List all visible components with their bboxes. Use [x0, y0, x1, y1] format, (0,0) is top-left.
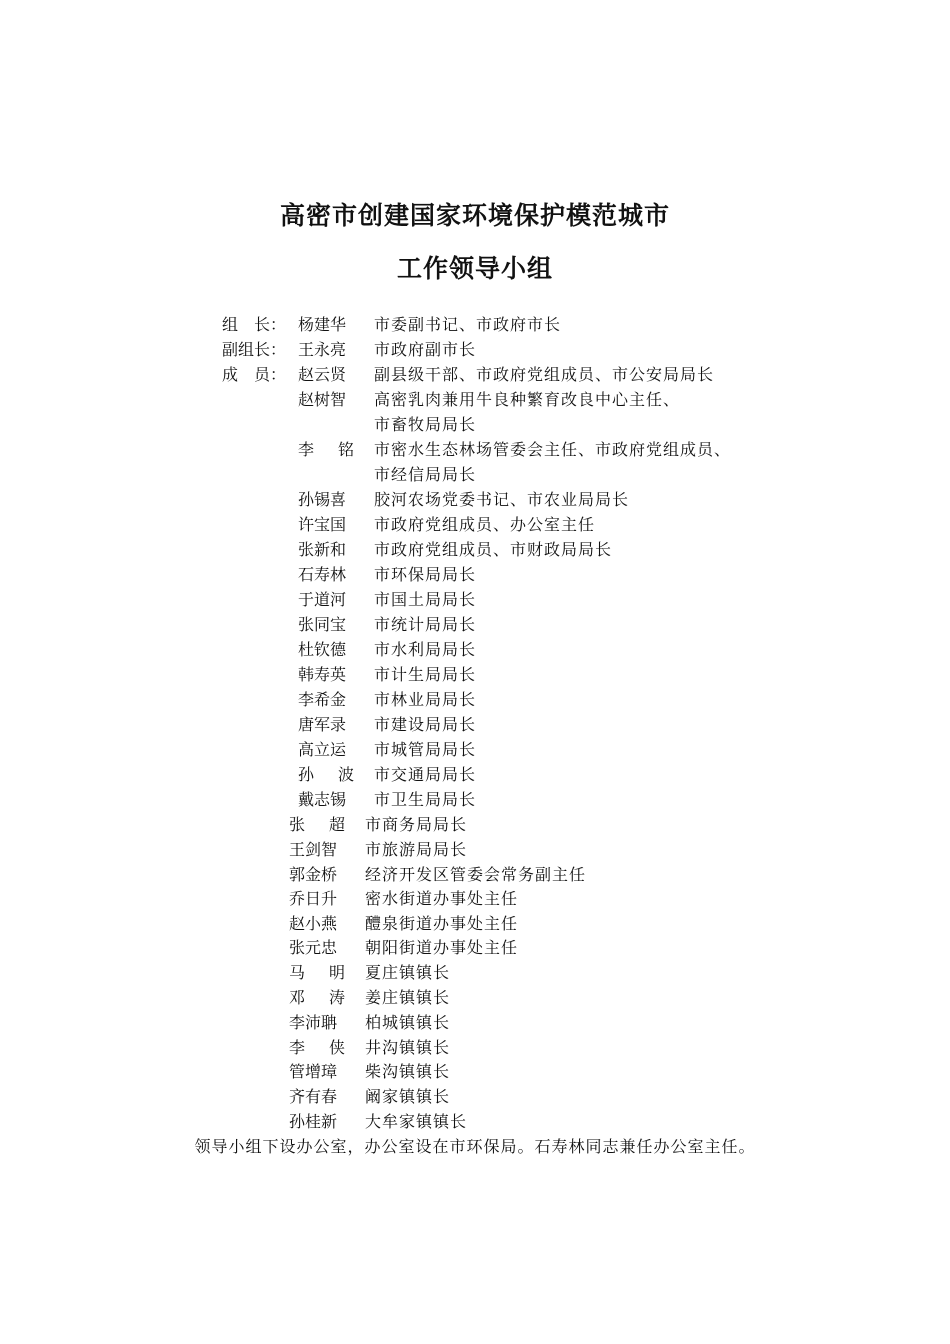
member-name: 杨建华 — [298, 315, 347, 334]
member-position: 副县级干部、市政府党组成员、市公安局局长 — [374, 365, 715, 384]
member-name: 戴志锡 — [298, 790, 347, 809]
member-position: 市计生局局长 — [374, 665, 477, 684]
member-position: 市城管局局长 — [374, 740, 477, 759]
member-role: 副组长： — [222, 340, 287, 359]
member-position: 大牟家镇镇长 — [365, 1112, 468, 1131]
member-position: 井沟镇镇长 — [365, 1038, 451, 1057]
member-name: 王永亮 — [298, 340, 347, 359]
member-position: 市密水生态林场管委会主任、市政府党组成员、 — [374, 440, 732, 459]
member-position: 市经信局局长 — [374, 465, 477, 484]
member-name: 李希金 — [298, 690, 347, 709]
member-name: 孙桂新 — [289, 1112, 338, 1131]
member-name: 李铭 — [298, 440, 379, 459]
member-position: 高密乳肉兼用牛良种繁育改良中心主任、 — [374, 390, 681, 409]
member-name: 李侠 — [289, 1038, 370, 1057]
member-name: 石寿林 — [298, 565, 347, 584]
member-position: 醴泉街道办事处主任 — [365, 914, 519, 933]
member-position: 市统计局局长 — [374, 615, 477, 634]
member-name: 张新和 — [298, 540, 347, 559]
document-subtitle: 工作领导小组 — [396, 254, 553, 283]
member-name: 孙锡喜 — [298, 490, 347, 509]
member-name: 管增璋 — [289, 1062, 338, 1081]
member-position: 市建设局局长 — [374, 715, 477, 734]
member-position: 姜庄镇镇长 — [365, 988, 451, 1007]
member-name: 孙波 — [298, 765, 379, 784]
member-name: 王剑智 — [289, 840, 338, 859]
member-position: 市旅游局局长 — [365, 840, 468, 859]
member-name: 于道河 — [298, 590, 347, 609]
member-name: 张超 — [289, 815, 370, 834]
member-position: 市交通局局长 — [374, 765, 477, 784]
member-position: 阚家镇镇长 — [365, 1087, 451, 1106]
member-role: 组 长： — [222, 315, 287, 334]
member-name: 李沛聃 — [289, 1013, 338, 1032]
member-position: 柏城镇镇长 — [365, 1013, 451, 1032]
member-role: 成 员： — [222, 365, 287, 384]
member-position: 经济开发区管委会常务副主任 — [365, 865, 587, 884]
member-name: 杜钦德 — [298, 640, 347, 659]
member-position: 朝阳街道办事处主任 — [365, 938, 519, 957]
member-name: 赵树智 — [298, 390, 347, 409]
member-name: 邓涛 — [289, 988, 370, 1007]
member-name: 赵云贤 — [298, 365, 347, 384]
member-position: 市政府党组成员、办公室主任 — [374, 515, 596, 534]
member-position: 市国土局局长 — [374, 590, 477, 609]
member-name: 马明 — [289, 963, 370, 982]
member-name: 许宝国 — [298, 515, 347, 534]
document-title: 高密市创建国家环境保护模范城市 — [279, 201, 670, 230]
office-note: 领导小组下设办公室，办公室设在市环保局。石寿林同志兼任办公室主任。 — [194, 1137, 756, 1156]
member-position: 市畜牧局局长 — [374, 415, 477, 434]
member-name: 郭金桥 — [289, 865, 338, 884]
member-position: 密水街道办事处主任 — [365, 889, 519, 908]
member-name: 齐有春 — [289, 1087, 338, 1106]
member-position: 市水利局局长 — [374, 640, 477, 659]
member-position: 市政府副市长 — [374, 340, 477, 359]
member-name: 张同宝 — [298, 615, 347, 634]
member-position: 市政府党组成员、市财政局局长 — [374, 540, 613, 559]
member-position: 市林业局局长 — [374, 690, 477, 709]
member-name: 唐军录 — [298, 715, 347, 734]
member-name: 韩寿英 — [298, 665, 347, 684]
member-position: 市环保局局长 — [374, 565, 477, 584]
member-position: 市卫生局局长 — [374, 790, 477, 809]
member-position: 夏庄镇镇长 — [365, 963, 451, 982]
member-name: 张元忠 — [289, 938, 338, 957]
member-name: 乔日升 — [289, 889, 338, 908]
member-position: 胶河农场党委书记、市农业局局长 — [374, 490, 630, 509]
member-name: 赵小燕 — [289, 914, 338, 933]
member-position: 市委副书记、市政府市长 — [374, 315, 562, 334]
member-name: 高立运 — [298, 740, 347, 759]
member-position: 市商务局局长 — [365, 815, 468, 834]
member-position: 柴沟镇镇长 — [365, 1062, 451, 1081]
